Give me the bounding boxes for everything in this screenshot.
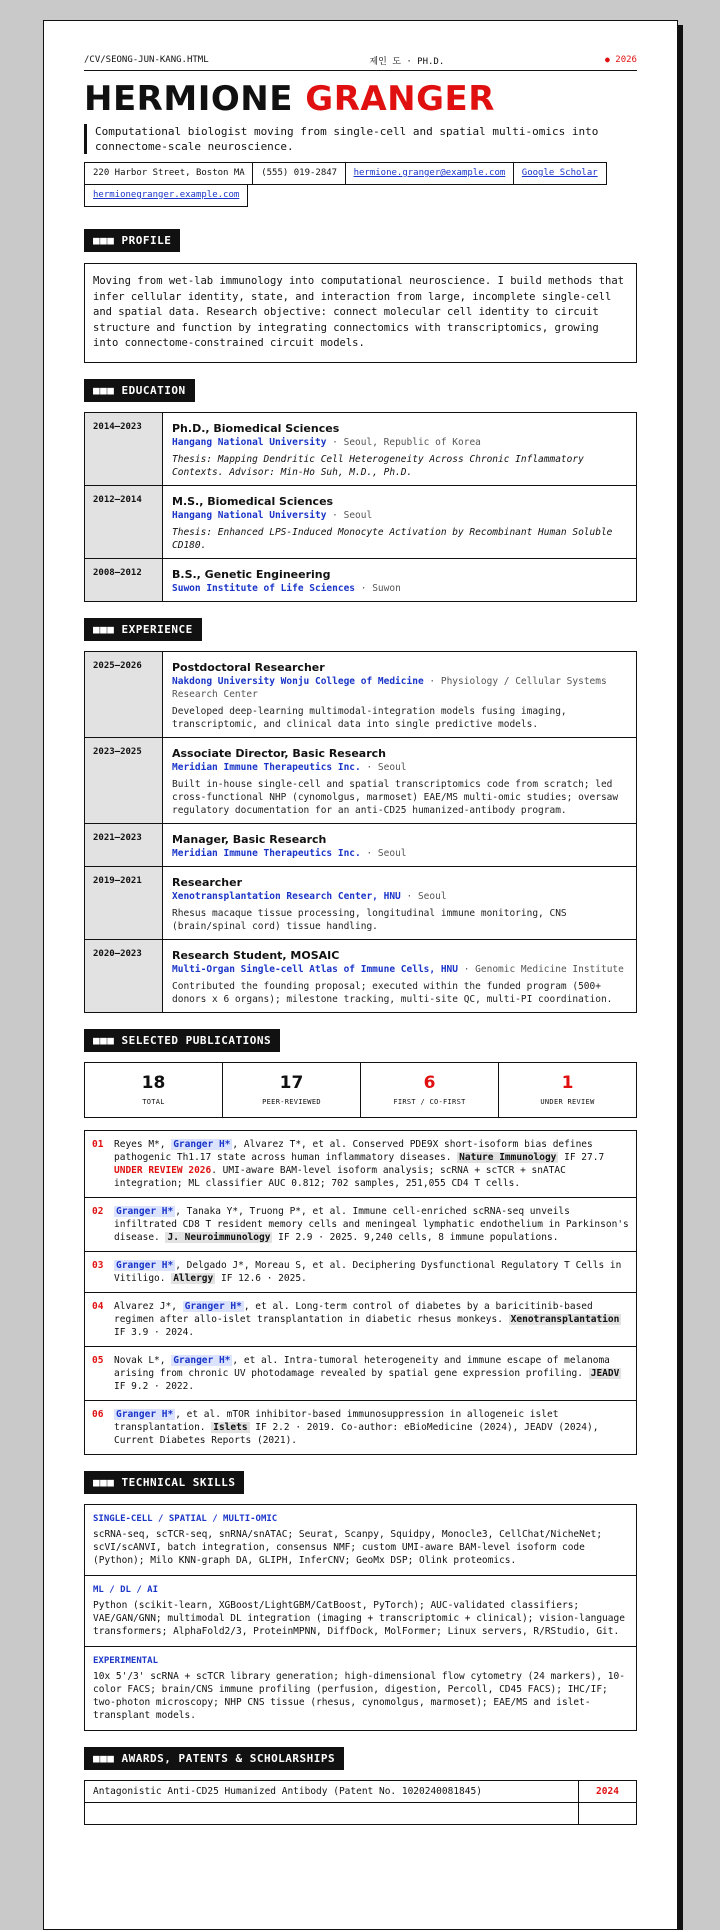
thesis: Thesis: Mapping Dendritic Cell Heterogeneity Across Chronic Inflammatory Contexts. Advisor: Min-Ho Suh, M.D., Ph.D. — [172, 453, 584, 478]
experience-body — [163, 737, 637, 823]
publication-citation — [114, 1300, 629, 1339]
experience-row — [85, 866, 637, 939]
publication-citation — [114, 1408, 629, 1447]
experience-body — [163, 823, 637, 866]
section-title-education: ■■■ EDUCATION — [84, 379, 195, 402]
skill-category — [85, 1647, 636, 1730]
citation-notes: . UMI-aware BAM-level isoform analysis; scRNA + scTCR + snATAC integration; ML classifier AUC 0.812; 702 samples, 251,055 CD4 T cells. — [114, 1164, 566, 1189]
authors-before: Alvarez J*, — [114, 1300, 183, 1312]
education-table — [84, 412, 637, 602]
location: · Seoul — [366, 847, 407, 859]
education-body — [163, 412, 637, 485]
role-title: Research Student, MOSAIC — [172, 948, 340, 962]
journal-name: Allergy — [173, 1272, 214, 1284]
journal-name: JEADV — [590, 1367, 620, 1379]
publication-list — [84, 1130, 637, 1455]
role-description: Built in-house single-cell and spatial transcriptomics code from scratch; led cross-functional NHP (cynomolgus, marmoset) EAE/MS multi-omic studies; oversaw regulatory documentation for an anti-CD25 humanized-antibody program. — [172, 778, 619, 816]
experience-row — [85, 651, 637, 737]
scholar-link[interactable]: Google Scholar — [513, 162, 607, 185]
author-highlight: Granger H* — [116, 1408, 174, 1420]
top-bar — [84, 54, 637, 71]
institution: Hangang National University — [172, 436, 327, 448]
award-row-empty — [85, 1802, 637, 1824]
publication-citation — [114, 1138, 629, 1190]
degree: B.S., Genetic Engineering — [172, 567, 331, 581]
experience-years: 2023–2025 — [85, 737, 163, 823]
location: · Suwon — [360, 582, 401, 594]
education-years: 2014–2023 — [85, 412, 163, 485]
file-path: /CV/SEONG-JUN-KANG.HTML — [84, 55, 209, 65]
author-highlight: Granger H* — [173, 1354, 231, 1366]
degree: Ph.D., Biomedical Sciences — [172, 421, 340, 435]
section-title-experience: ■■■ EXPERIENCE — [84, 618, 202, 641]
last-name: GRANGER — [305, 79, 495, 119]
education-body — [163, 558, 637, 601]
experience-years: 2019–2021 — [85, 866, 163, 939]
section-title-skills: ■■■ TECHNICAL SKILLS — [84, 1471, 244, 1494]
citation-meta: IF 12.6 · 2025. — [215, 1272, 307, 1284]
degree: M.S., Biomedical Sciences — [172, 494, 334, 508]
role-title: Researcher — [172, 875, 243, 889]
education-row — [85, 412, 637, 485]
journal-name: Nature Immunology — [459, 1151, 557, 1163]
stat-number: 6 — [423, 1072, 436, 1093]
citation-meta: IF 9.2 · 2022. — [114, 1380, 195, 1392]
author-highlight: Granger H* — [116, 1259, 174, 1271]
publication-item — [85, 1198, 636, 1252]
skill-category-text: Python (scikit-learn, XGBoost/LightGBM/CatBoost, PyTorch); AUC-validated classifiers; VAE/GAN/GNN; multimodal DL integration (imaging + transcriptomic + clinical); vision-language transformers; AlphaFold2/3, ProteinMPNN, DiffDock, MolFormer; Linux servers, R/RStudio, Git. — [93, 1599, 625, 1637]
cv-page — [43, 20, 678, 1930]
location: · Physiology / Cellular Systems Research Center — [172, 675, 607, 700]
publication-number: 02 — [92, 1205, 104, 1217]
first-name: HERMIONE — [84, 79, 293, 119]
author-highlight: Granger H* — [116, 1205, 174, 1217]
location: · Seoul — [332, 509, 373, 521]
role-title: Manager, Basic Research — [172, 832, 327, 846]
education-row — [85, 558, 637, 601]
organization: Nakdong University Wonju College of Medicine — [172, 675, 424, 687]
award-year — [579, 1802, 637, 1824]
experience-body — [163, 866, 637, 939]
stat-label: UNDER REVIEW — [540, 1097, 595, 1106]
experience-row — [85, 939, 637, 1012]
phone: (555) 019-2847 — [252, 162, 346, 185]
publication-citation — [114, 1259, 629, 1285]
red-dot-icon: ● — [605, 55, 610, 64]
experience-body — [163, 939, 637, 1012]
publication-stats — [84, 1062, 637, 1118]
experience-years: 2025–2026 — [85, 651, 163, 737]
experience-table — [84, 651, 637, 1013]
role-title: Associate Director, Basic Research — [172, 746, 386, 760]
section-title-awards: ■■■ AWARDS, PATENTS & SCHOLARSHIPS — [84, 1747, 344, 1770]
publication-item — [85, 1252, 636, 1293]
person-name — [84, 80, 637, 118]
address: 220 Harbor Street, Boston MA — [84, 162, 254, 185]
citation-meta: IF 2.9 · 2025. 9,240 cells, 8 immune populations. — [272, 1231, 559, 1243]
publication-item — [85, 1401, 636, 1454]
stat-number: 17 — [279, 1072, 304, 1093]
location: · Seoul — [366, 761, 407, 773]
authors-before: Reyes M*, — [114, 1138, 172, 1150]
contact-list — [84, 162, 637, 205]
education-row — [85, 485, 637, 558]
skill-category-text: scRNA-seq, scTCR-seq, snRNA/snATAC; Seurat, Scanpy, Squidpy, Monocle3, CellChat/NicheNet; scVI/scANVI, batch integration, consensus NMF; custom UMI-aware BAM-level isoform code (Python); Milo KNN-graph DA, GLIPH, InferCNV; GeoMx DSP; Olink proteomics. — [93, 1528, 603, 1566]
experience-years: 2020–2023 — [85, 939, 163, 1012]
authors-before: Novak L*, — [114, 1354, 172, 1366]
stat-first-author — [361, 1063, 499, 1117]
publication-citation — [114, 1205, 629, 1244]
stat-number: 1 — [561, 1072, 574, 1093]
award-year: 2024 — [579, 1780, 637, 1802]
awards-table — [84, 1780, 637, 1825]
experience-row — [85, 823, 637, 866]
stat-peer-reviewed — [223, 1063, 361, 1117]
publication-item — [85, 1293, 636, 1347]
publication-number: 05 — [92, 1354, 104, 1366]
stat-label: FIRST / CO-FIRST — [393, 1097, 466, 1106]
skill-category-title: SINGLE-CELL / SPATIAL / MULTI-OMIC — [93, 1513, 278, 1524]
organization: Xenotransplantation Research Center, HNU — [172, 890, 401, 902]
citation-meta: IF 3.9 · 2024. — [114, 1326, 195, 1338]
award-text — [85, 1802, 579, 1824]
citation-text: , et al. Long-term control of diabetes by a baricitinib-based regimen after allo-islet transplantation in diabetic rhesus monkeys. — [114, 1300, 593, 1325]
author-highlight: Granger H* — [184, 1300, 242, 1312]
education-years: 2008–2012 — [85, 558, 163, 601]
under-review-tag: UNDER REVIEW 2026 — [114, 1164, 212, 1176]
publication-item — [85, 1347, 636, 1401]
role-title: Postdoctoral Researcher — [172, 660, 325, 674]
citation-meta: IF 2.2 · 2019. Co-author: eBioMedicine (2024), JEADV (2024), Current Diabetes Reports (2021). — [114, 1421, 599, 1446]
institution: Hangang National University — [172, 509, 327, 521]
role-description: Rhesus macaque tissue processing, longitudinal immune monitoring, CNS (brain/spinal cord) tissue handling. — [172, 907, 567, 932]
website-link[interactable]: hermionegranger.example.com — [84, 184, 248, 207]
publication-item — [85, 1131, 636, 1198]
skill-category-title: ML / DL / AI — [93, 1584, 159, 1595]
profile-text: Moving from wet-lab immunology into computational neuroscience. I build methods that infer cellular identity, state, and interaction from large, incomplete single-cell and spatial data. Research objective: connect molecular cell identity to circuit structure and function by integrating connectomics with transcriptomics, growing into connectome-constrained circuit models. — [84, 263, 637, 363]
citation-text: , Alvarez T*, et al. Conserved PDE9X short-isoform bias defines pathogenic Th1.17 state across human inflammatory diseases. — [114, 1138, 593, 1163]
skills-list — [84, 1504, 637, 1731]
header-center-label: 제인 도 · PH.D. — [369, 56, 445, 67]
journal-name: J. Neuroimmunology — [167, 1231, 271, 1243]
stat-label: PEER-REVIEWED — [262, 1097, 321, 1106]
organization: Multi-Organ Single-cell Atlas of Immune Cells, HNU — [172, 963, 458, 975]
author-highlight: Granger H* — [173, 1138, 231, 1150]
award-row — [85, 1780, 637, 1802]
role-description: Contributed the founding proposal; executed within the funded program (500+ donors x 6 organs); milestone tracking, multi-site QC, multi-PI coordination. — [172, 980, 613, 1005]
citation-text: , Delgado J*, Moreau S, et al. Deciphering Dysfunctional Regulatory T Cells in Vitiligo. — [114, 1259, 622, 1284]
citation-text: , et al. Intra-tumoral heterogeneity and immune escape of melanoma arising from chronic UV photodamage revealed by spatial gene expression profiling. — [114, 1354, 610, 1379]
experience-body — [163, 651, 637, 737]
journal-name: Xenotransplantation — [510, 1313, 620, 1325]
skill-category — [85, 1576, 636, 1647]
organization: Meridian Immune Therapeutics Inc. — [172, 761, 361, 773]
skill-category — [85, 1505, 636, 1576]
stat-under-review — [499, 1063, 636, 1117]
year-value: 2026 — [615, 55, 637, 65]
award-text: Antagonistic Anti-CD25 Humanized Antibody (Patent No. 1020240081845) — [85, 1780, 579, 1802]
section-title-publications: ■■■ SELECTED PUBLICATIONS — [84, 1029, 280, 1052]
publication-number: 03 — [92, 1259, 104, 1271]
email-link[interactable]: hermione.granger@example.com — [345, 162, 515, 185]
publication-citation — [114, 1354, 629, 1393]
role-description: Developed deep-learning multimodal-integration models fusing imaging, transcriptomic, and clinical data into single predictive models. — [172, 705, 567, 730]
header-year — [605, 55, 637, 65]
skill-category-text: 10x 5'/3' scRNA + scTCR library generation; high-dimensional flow cytometry (24 markers), 10-color FACS; brain/CNS immune profiling (perfusion, digestion, Percoll, CD45 FACS); IHC/IF; two-photon microscopy; NHP CNS tissue (rhesus, cynomolgus, marmoset); EAE/MS and islet-transplant models. — [93, 1670, 625, 1721]
citation-meta: IF 27.7 — [558, 1151, 605, 1163]
publication-number: 06 — [92, 1408, 104, 1420]
publication-number: 01 — [92, 1138, 104, 1150]
section-title-profile: ■■■ PROFILE — [84, 229, 180, 252]
stat-label: TOTAL — [142, 1097, 165, 1106]
citation-text: , et al. mTOR inhibitor-based immunosuppression in allogeneic islet transplantation. — [114, 1408, 559, 1433]
stat-total — [85, 1063, 223, 1117]
journal-name: Islets — [213, 1421, 248, 1433]
institution: Suwon Institute of Life Sciences — [172, 582, 356, 594]
education-body — [163, 485, 637, 558]
skill-category-title: EXPERIMENTAL — [93, 1655, 159, 1666]
publication-number: 04 — [92, 1300, 104, 1312]
stat-number: 18 — [141, 1072, 166, 1093]
experience-row — [85, 737, 637, 823]
citation-text: , Tanaka Y*, Truong P*, et al. Immune cell-enriched scRNA-seq unveils infiltrated CD8 T resident memory cells and meningeal lymphatic endothelium in Parkinson's disease. — [114, 1205, 629, 1243]
organization: Meridian Immune Therapeutics Inc. — [172, 847, 361, 859]
location: · Seoul, Republic of Korea — [332, 436, 481, 448]
experience-years: 2021–2023 — [85, 823, 163, 866]
tagline: Computational biologist moving from single-cell and spatial multi-omics into connectome-scale neuroscience. — [84, 124, 604, 154]
location: · Seoul — [406, 890, 447, 902]
thesis: Thesis: Enhanced LPS-Induced Monocyte Activation by Recombinant Human Soluble CD180. — [172, 526, 613, 551]
location: · Genomic Medicine Institute — [463, 963, 624, 975]
education-years: 2012–2014 — [85, 485, 163, 558]
